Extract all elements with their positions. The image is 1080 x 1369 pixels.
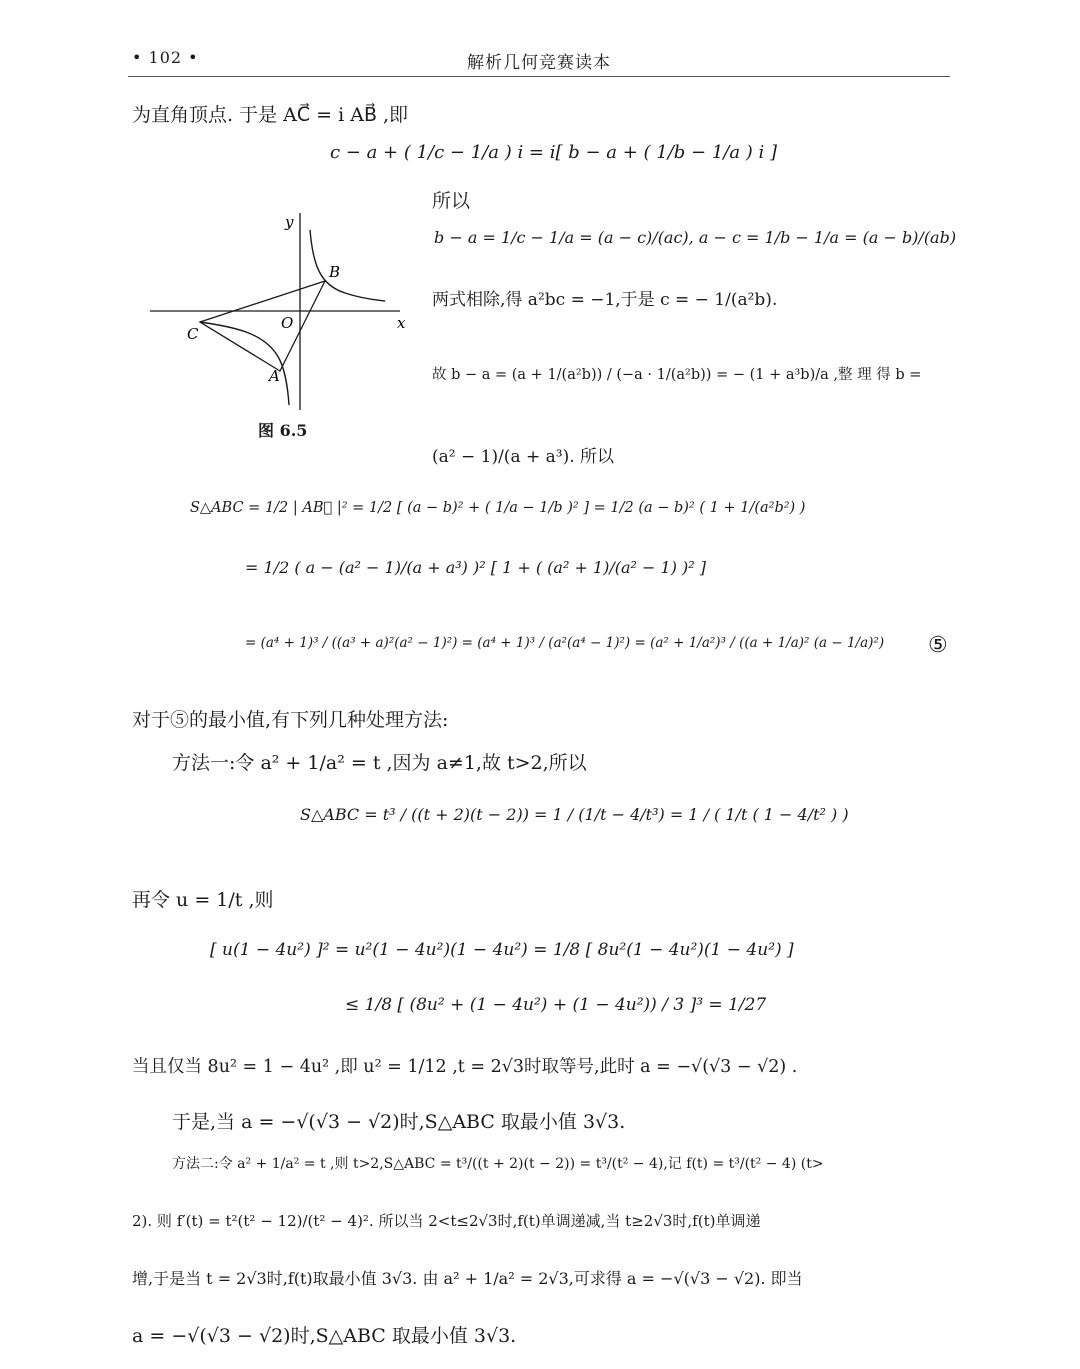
point-label-a: A: [269, 367, 280, 385]
text-line: (a² − 1)/(a + a³). 所以: [432, 447, 615, 467]
text-line: 为直角顶点. 于是 AC⃗ = i AB⃗ ,即: [132, 104, 409, 126]
equation-marker: ⑤: [928, 633, 948, 658]
axis-label-y: y: [285, 213, 294, 231]
origin-label: O: [281, 314, 294, 332]
axis-label-x: x: [397, 314, 406, 332]
text-line: 对于⑤的最小值,有下列几种处理方法:: [132, 709, 449, 731]
point-label-b: B: [329, 263, 341, 281]
text-line: 所以: [432, 190, 471, 212]
equation-line: [ u(1 − 4u²) ]² = u²(1 − 4u²)(1 − 4u²) = 1/8 [ 8u²(1 − 4u²)(1 − 4u²) ]: [210, 940, 794, 960]
text-line: a = −√(√3 − √2)时,S△ABC 取最小值 3√3.: [132, 1325, 517, 1347]
equation-line: = 1/2 ( a − (a² − 1)/(a + a³) )² [ 1 + ( (a² + 1)/(a² − 1) )² ]: [245, 558, 707, 577]
text-line: 两式相除,得 a²bc = −1,于是 c = − 1/(a²b).: [432, 290, 778, 310]
text-line: 当且仅当 8u² = 1 − 4u² ,即 u² = 1/12 ,t = 2√3时取等号,此时 a = −√(√3 − √2) .: [132, 1057, 798, 1077]
text-line: 2). 则 f′(t) = t²(t² − 12)/(t² − 4)². 所以当 2<t≤2√3时,f(t)单调递减,当 t≥2√3时,f(t)单调递: [132, 1212, 761, 1230]
triangle-abc: [200, 281, 325, 371]
text-line: 增,于是当 t = 2√3时,f(t)取最小值 3√3. 由 a² + 1/a² = 2√3,可求得 a = −√(√3 − √2). 即当: [132, 1269, 803, 1288]
page-header: [128, 48, 950, 77]
hyperbola-branch-right: [310, 230, 385, 301]
text-line: 方法二:令 a² + 1/a² = t ,则 t>2,S△ABC = t³/((t + 2)(t − 2)) = t³/(t² − 4),记 f(t) = t³/(t² − 4) (t>: [172, 1156, 824, 1172]
figure-caption: 图 6.5: [258, 421, 308, 440]
equation-line: = (a⁴ + 1)³ / ((a³ + a)²(a² − 1)²) = (a⁴ + 1)³ / (a²(a⁴ − 1)²) = (a² + 1/a²)³ / ((a + 1/a)² (a − 1/a)²): [245, 635, 885, 651]
point-label-c: C: [187, 325, 199, 343]
equation-line: c − a + ( 1/c − 1/a ) i = i[ b − a + ( 1/b − 1/a ) i ]: [330, 142, 778, 163]
equation-line: b − a = 1/c − 1/a = (a − c)/(ac), a − c = 1/b − 1/a = (a − b)/(ab): [434, 228, 957, 247]
equation-line: 故 b − a = (a + 1/(a²b)) / (−a · 1/(a²b)) = − (1 + a³b)/a ,整 理 得 b =: [432, 367, 922, 383]
hyperbola-branch-left: [200, 322, 289, 405]
equation-line: ≤ 1/8 [ (8u² + (1 − 4u²) + (1 − 4u²)) / 3 ]³ = 1/27: [345, 995, 767, 1015]
equation-line: S△ABC = 1/2 | AB⃗ |² = 1/2 [ (a − b)² + ( 1/a − 1/b )² ] = 1/2 (a − b)² ( 1 + 1/(a²b²) ): [190, 500, 806, 516]
book-title: 解析几何竞赛读本: [467, 53, 611, 73]
page-number: • 102 •: [132, 48, 199, 67]
text-line: 于是,当 a = −√(√3 − √2)时,S△ABC 取最小值 3√3.: [172, 1111, 626, 1133]
text-line: 方法一:令 a² + 1/a² = t ,因为 a≠1,故 t>2,所以: [172, 752, 587, 774]
figure-hyperbola-diagram: [145, 205, 415, 420]
text-line: 再令 u = 1/t ,则: [132, 889, 274, 911]
equation-line: S△ABC = t³ / ((t + 2)(t − 2)) = 1 / (1/t − 4/t³) = 1 / ( 1/t ( 1 − 4/t² ) ): [300, 805, 849, 824]
